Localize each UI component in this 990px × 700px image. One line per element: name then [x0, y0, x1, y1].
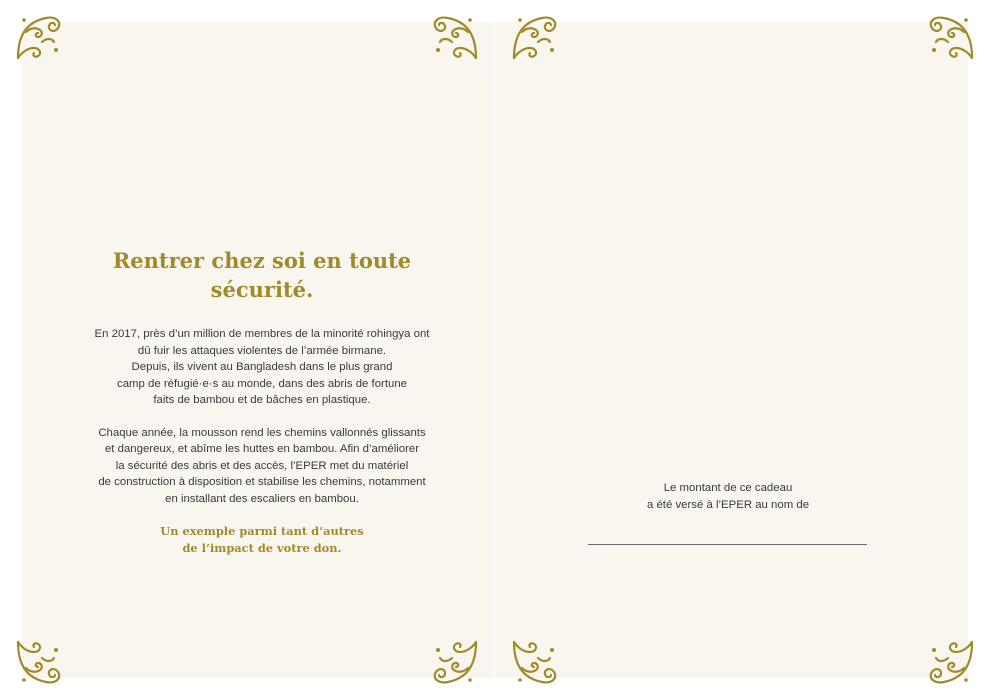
flourish-icon [12, 636, 64, 688]
flourish-icon [430, 636, 482, 688]
flourish-icon [508, 636, 560, 688]
flourish-icon [926, 12, 978, 64]
intro-paragraph: En 2017, près d’un million de membres de la minorité rohingya ont dû fuir les attaques violentes de l’armée birmane. Depuis, ils vivent au Bangladesh dans le plus grand camp de réfugié·e·s au monde, dans des abris de fortune faits de bambou et de bâches en plastique. [94, 328, 430, 406]
flourish-icon [926, 636, 978, 688]
project-paragraph: Chaque année, la mousson rend les chemins vallonnés glissants et dangereux, et abîme les huttes en bambou. Afin d’améliorer la sécurité des abris et des accès, l’EPER met du matériel de construction à disposition et stabilise les chemins, notamment en installant des escaliers en bambou. [98, 426, 426, 505]
center-fold [494, 22, 495, 678]
flourish-icon [12, 12, 64, 64]
page-title: Rentrer chez soi en toute sécurité. [112, 248, 412, 302]
flourish-icon [430, 12, 482, 64]
dedication-text: Le montant de ce cadeau a été versé à l’EPER au nom de [646, 482, 810, 511]
flourish-icon [508, 12, 560, 64]
impact-statement: Un exemple parmi tant d’autres de l’impact de votre don. [160, 524, 364, 555]
name-line[interactable] [588, 544, 867, 545]
left-page [60, 246, 464, 557]
